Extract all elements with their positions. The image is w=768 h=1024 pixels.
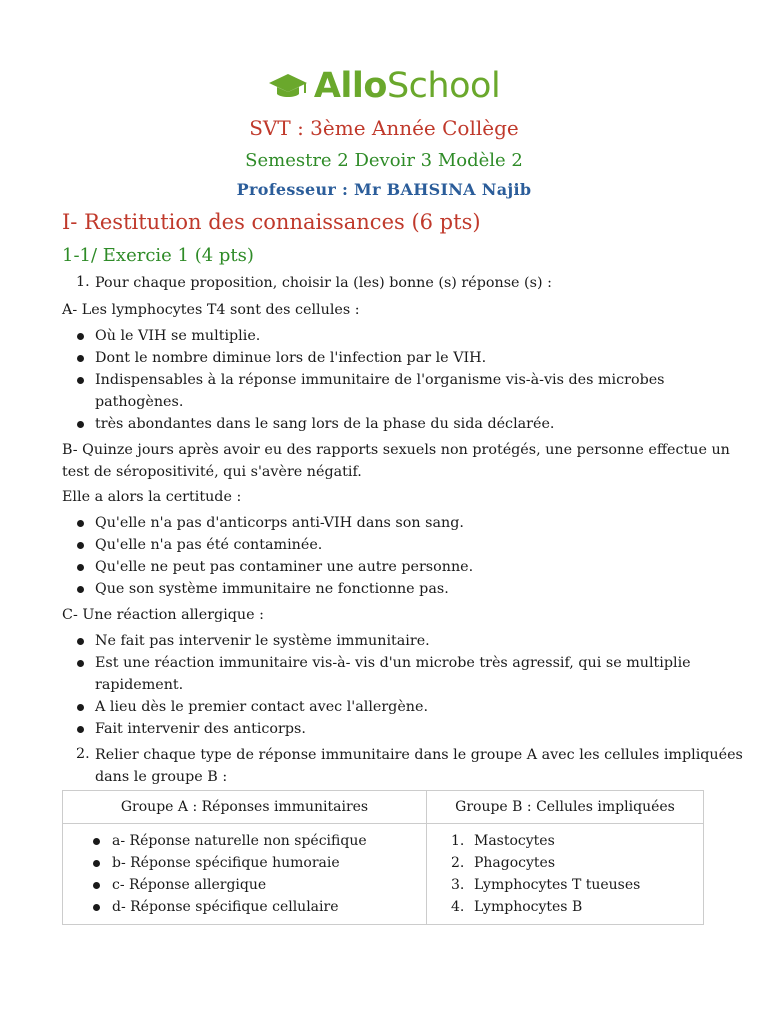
bullet-icon — [77, 333, 84, 340]
bullet-icon — [93, 904, 100, 911]
group-a-item: c- Réponse allergique — [63, 874, 426, 896]
professor-name: Professeur : Mr BAHSINA Najib — [236, 180, 532, 199]
bullet-icon — [77, 660, 84, 667]
section-title: I- Restitution des connaissances (6 pts) — [62, 210, 481, 234]
bullet-icon — [77, 726, 84, 733]
graduation-cap-icon — [268, 71, 308, 101]
bullet-icon — [77, 564, 84, 571]
question-text: Pour chaque proposition, choisir la (les) bonne (s) réponse (s) : — [95, 275, 552, 291]
bullet-icon — [77, 377, 84, 384]
alloschool-logo — [0, 66, 768, 106]
group-a-item: b- Réponse spécifique humoraie — [63, 852, 426, 874]
group-b-item: 4. Lymphocytes B — [451, 899, 583, 915]
list-item-continuation: rapidement. — [95, 677, 184, 693]
bullet-icon — [93, 882, 100, 889]
group-a-item: a- Réponse naturelle non spécifique — [63, 830, 426, 852]
list-item: Est une réaction immunitaire vis-à- vis d'un microbe très agressif, qui se multiplie — [95, 655, 691, 671]
list-item: très abondantes dans le sang lors de la phase du sida déclarée. — [95, 416, 555, 432]
exercise-title: 1-1/ Exercie 1 (4 pts) — [62, 245, 254, 266]
part-b-intro: Elle a alors la certitude : — [62, 489, 242, 505]
list-item-continuation: pathogènes. — [95, 394, 184, 410]
part-b-intro: B- Quinze jours après avoir eu des rapports sexuels non protégés, une personne effectue un — [62, 442, 730, 458]
table-header-group-b: Groupe B : Cellules impliquées — [427, 791, 704, 824]
logo-text: AlloSchool — [313, 66, 501, 106]
list-item: Dont le nombre diminue lors de l'infection par le VIH. — [95, 350, 487, 366]
group-b-item: 3. Lymphocytes T tueuses — [451, 877, 641, 893]
document-subtitle: Semestre 2 Devoir 3 Modèle 2 — [245, 150, 523, 171]
part-a-intro: A- Les lymphocytes T4 sont des cellules : — [62, 302, 360, 318]
bullet-icon — [77, 542, 84, 549]
bullet-icon — [93, 860, 100, 867]
group-a-cell — [63, 824, 427, 925]
bullet-icon — [77, 586, 84, 593]
group-b-item: 1. Mastocytes — [451, 833, 555, 849]
list-item: Ne fait pas intervenir le système immunitaire. — [95, 633, 430, 649]
question-text: Relier chaque type de réponse immunitaire dans le groupe A avec les cellules impliquées — [95, 747, 743, 763]
bullet-icon — [77, 421, 84, 428]
question-text: dans le groupe B : — [95, 769, 228, 785]
part-b-intro: test de séropositivité, qui s'avère négatif. — [62, 464, 362, 480]
question-number: 2. — [76, 746, 90, 762]
document-title: SVT : 3ème Année Collège — [249, 116, 519, 140]
bullet-icon — [77, 520, 84, 527]
bullet-icon — [77, 638, 84, 645]
list-item: A lieu dès le premier contact avec l'allergène. — [95, 699, 429, 715]
list-item: Qu'elle ne peut pas contaminer une autre personne. — [95, 559, 474, 575]
table-row — [63, 824, 704, 925]
table-header-group-a: Groupe A : Réponses immunitaires — [63, 791, 427, 824]
question-number: 1. — [76, 274, 90, 290]
list-item: Que son système immunitaire ne fonctionne pas. — [95, 581, 449, 597]
part-c-intro: C- Une réaction allergique : — [62, 607, 264, 623]
list-item: Qu'elle n'a pas d'anticorps anti-VIH dans son sang. — [95, 515, 464, 531]
group-a-item: d- Réponse spécifique cellulaire — [63, 896, 426, 918]
bullet-icon — [77, 704, 84, 711]
list-item: Fait intervenir des anticorps. — [95, 721, 306, 737]
list-item: Indispensables à la réponse immunitaire de l'organisme vis-à-vis des microbes — [95, 372, 665, 388]
list-item: Où le VIH se multiplie. — [95, 328, 261, 344]
group-b-item: 2. Phagocytes — [451, 855, 556, 871]
group-b-cell — [427, 824, 704, 925]
bullet-icon — [77, 355, 84, 362]
bullet-icon — [93, 838, 100, 845]
table-header-row — [63, 791, 704, 824]
list-item: Qu'elle n'a pas été contaminée. — [95, 537, 323, 553]
matching-table — [62, 790, 704, 925]
